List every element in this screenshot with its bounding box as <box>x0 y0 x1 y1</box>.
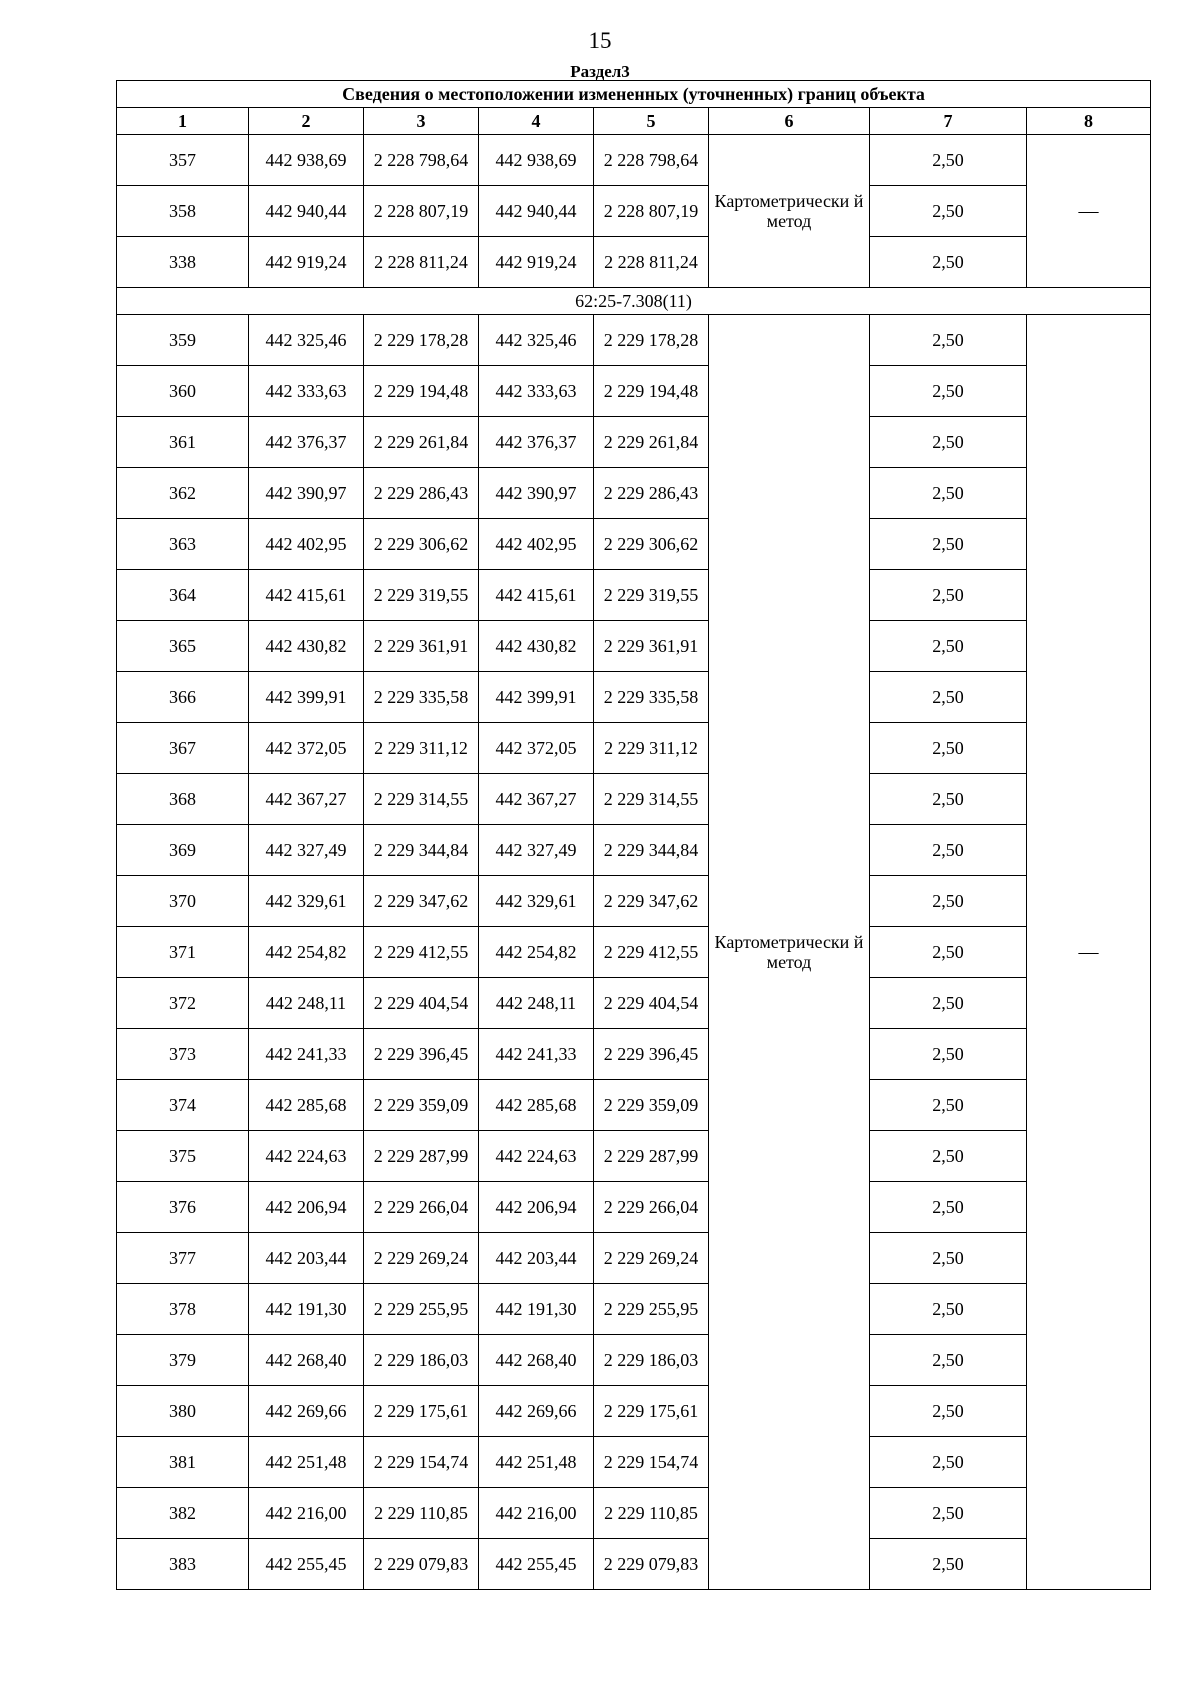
y-coordinate-new-cell: 2 229 319,55 <box>594 570 709 621</box>
x-coordinate-cell: 442 430,82 <box>249 621 364 672</box>
point-number-cell: 371 <box>117 927 249 978</box>
y-coordinate-cell: 2 229 412,55 <box>364 927 479 978</box>
x-coordinate-cell: 442 333,63 <box>249 366 364 417</box>
table-row <box>117 672 1151 723</box>
y-coordinate-new-cell: 2 228 798,64 <box>594 135 709 186</box>
method-cell: Картометрически й метод <box>709 315 870 1590</box>
point-number-cell: 364 <box>117 570 249 621</box>
x-coordinate-cell: 442 367,27 <box>249 774 364 825</box>
y-coordinate-cell: 2 229 344,84 <box>364 825 479 876</box>
y-coordinate-new-cell: 2 229 361,91 <box>594 621 709 672</box>
point-number-cell: 367 <box>117 723 249 774</box>
y-coordinate-new-cell: 2 229 261,84 <box>594 417 709 468</box>
x-coordinate-cell: 442 329,61 <box>249 876 364 927</box>
x-coordinate-new-cell: 442 325,46 <box>479 315 594 366</box>
y-coordinate-cell: 2 229 186,03 <box>364 1335 479 1386</box>
x-coordinate-new-cell: 442 402,95 <box>479 519 594 570</box>
x-coordinate-new-cell: 442 329,61 <box>479 876 594 927</box>
table-row <box>117 774 1151 825</box>
table-row <box>117 135 1151 186</box>
y-coordinate-new-cell: 2 228 811,24 <box>594 237 709 288</box>
table-row <box>117 1131 1151 1182</box>
accuracy-cell: 2,50 <box>870 186 1027 237</box>
x-coordinate-new-cell: 442 268,40 <box>479 1335 594 1386</box>
x-coordinate-new-cell: 442 248,11 <box>479 978 594 1029</box>
point-number-cell: 359 <box>117 315 249 366</box>
y-coordinate-cell: 2 229 361,91 <box>364 621 479 672</box>
y-coordinate-cell: 2 229 269,24 <box>364 1233 479 1284</box>
x-coordinate-cell: 442 372,05 <box>249 723 364 774</box>
table-row <box>117 1182 1151 1233</box>
accuracy-cell: 2,50 <box>870 876 1027 927</box>
coordinates-table <box>116 80 1151 1590</box>
y-coordinate-cell: 2 229 359,09 <box>364 1080 479 1131</box>
y-coordinate-new-cell: 2 229 175,61 <box>594 1386 709 1437</box>
point-number-cell: 379 <box>117 1335 249 1386</box>
y-coordinate-new-cell: 2 229 396,45 <box>594 1029 709 1080</box>
x-coordinate-cell: 442 206,94 <box>249 1182 364 1233</box>
point-number-cell: 368 <box>117 774 249 825</box>
page-number: 15 <box>588 28 612 53</box>
table-row <box>117 1284 1151 1335</box>
x-coordinate-cell: 442 224,63 <box>249 1131 364 1182</box>
accuracy-cell: 2,50 <box>870 1335 1027 1386</box>
table-row <box>117 237 1151 288</box>
y-coordinate-cell: 2 229 110,85 <box>364 1488 479 1539</box>
y-coordinate-new-cell: 2 228 807,19 <box>594 186 709 237</box>
x-coordinate-new-cell: 442 938,69 <box>479 135 594 186</box>
y-coordinate-cell: 2 229 154,74 <box>364 1437 479 1488</box>
table-row <box>117 519 1151 570</box>
y-coordinate-new-cell: 2 229 194,48 <box>594 366 709 417</box>
x-coordinate-new-cell: 442 940,44 <box>479 186 594 237</box>
accuracy-cell: 2,50 <box>870 723 1027 774</box>
x-coordinate-cell: 442 376,37 <box>249 417 364 468</box>
point-number-cell: 373 <box>117 1029 249 1080</box>
column-number-1: 1 <box>117 108 249 135</box>
point-number-cell: 370 <box>117 876 249 927</box>
x-coordinate-new-cell: 442 255,45 <box>479 1539 594 1590</box>
x-coordinate-cell: 442 216,00 <box>249 1488 364 1539</box>
accuracy-cell: 2,50 <box>870 774 1027 825</box>
y-coordinate-new-cell: 2 229 412,55 <box>594 927 709 978</box>
accuracy-cell: 2,50 <box>870 1539 1027 1590</box>
x-coordinate-cell: 442 203,44 <box>249 1233 364 1284</box>
x-coordinate-cell: 442 251,48 <box>249 1437 364 1488</box>
point-number-cell: 376 <box>117 1182 249 1233</box>
point-number-cell: 369 <box>117 825 249 876</box>
y-coordinate-new-cell: 2 229 347,62 <box>594 876 709 927</box>
x-coordinate-cell: 442 327,49 <box>249 825 364 876</box>
y-coordinate-cell: 2 229 194,48 <box>364 366 479 417</box>
x-coordinate-new-cell: 442 327,49 <box>479 825 594 876</box>
x-coordinate-cell: 442 415,61 <box>249 570 364 621</box>
table-row <box>117 927 1151 978</box>
accuracy-cell: 2,50 <box>870 621 1027 672</box>
accuracy-cell: 2,50 <box>870 825 1027 876</box>
table-row <box>117 417 1151 468</box>
x-coordinate-cell: 442 241,33 <box>249 1029 364 1080</box>
accuracy-cell: 2,50 <box>870 1386 1027 1437</box>
x-coordinate-cell: 442 399,91 <box>249 672 364 723</box>
y-coordinate-cell: 2 229 396,45 <box>364 1029 479 1080</box>
x-coordinate-cell: 442 268,40 <box>249 1335 364 1386</box>
y-coordinate-new-cell: 2 229 079,83 <box>594 1539 709 1590</box>
point-number-cell: 338 <box>117 237 249 288</box>
accuracy-cell: 2,50 <box>870 1233 1027 1284</box>
accuracy-cell: 2,50 <box>870 417 1027 468</box>
y-coordinate-cell: 2 229 287,99 <box>364 1131 479 1182</box>
y-coordinate-new-cell: 2 229 404,54 <box>594 978 709 1029</box>
point-number-cell: 360 <box>117 366 249 417</box>
table-row <box>117 1386 1151 1437</box>
column-number-7: 7 <box>870 108 1027 135</box>
accuracy-cell: 2,50 <box>870 1131 1027 1182</box>
column-number-5: 5 <box>594 108 709 135</box>
table-row <box>117 723 1151 774</box>
y-coordinate-cell: 2 229 347,62 <box>364 876 479 927</box>
table-row <box>117 621 1151 672</box>
x-coordinate-new-cell: 442 241,33 <box>479 1029 594 1080</box>
table-row <box>117 825 1151 876</box>
x-coordinate-cell: 442 390,97 <box>249 468 364 519</box>
x-coordinate-cell: 442 254,82 <box>249 927 364 978</box>
y-coordinate-new-cell: 2 229 269,24 <box>594 1233 709 1284</box>
x-coordinate-new-cell: 442 390,97 <box>479 468 594 519</box>
y-coordinate-new-cell: 2 229 311,12 <box>594 723 709 774</box>
table-row <box>117 1029 1151 1080</box>
x-coordinate-cell: 442 248,11 <box>249 978 364 1029</box>
column-number-8: 8 <box>1027 108 1151 135</box>
x-coordinate-new-cell: 442 919,24 <box>479 237 594 288</box>
y-coordinate-cell: 2 229 079,83 <box>364 1539 479 1590</box>
point-number-cell: 382 <box>117 1488 249 1539</box>
x-coordinate-cell: 442 191,30 <box>249 1284 364 1335</box>
y-coordinate-new-cell: 2 229 266,04 <box>594 1182 709 1233</box>
y-coordinate-new-cell: 2 229 286,43 <box>594 468 709 519</box>
column-number-3: 3 <box>364 108 479 135</box>
column-number-row <box>117 108 1151 135</box>
section-title: Раздел3 <box>570 62 630 81</box>
x-coordinate-cell: 442 940,44 <box>249 186 364 237</box>
method-cell: Картометрически й метод <box>709 135 870 288</box>
y-coordinate-new-cell: 2 229 359,09 <box>594 1080 709 1131</box>
x-coordinate-cell: 442 402,95 <box>249 519 364 570</box>
x-coordinate-new-cell: 442 430,82 <box>479 621 594 672</box>
accuracy-cell: 2,50 <box>870 1284 1027 1335</box>
y-coordinate-cell: 2 228 807,19 <box>364 186 479 237</box>
y-coordinate-cell: 2 228 811,24 <box>364 237 479 288</box>
point-number-cell: 365 <box>117 621 249 672</box>
y-coordinate-new-cell: 2 229 314,55 <box>594 774 709 825</box>
column-number-2: 2 <box>249 108 364 135</box>
y-coordinate-cell: 2 228 798,64 <box>364 135 479 186</box>
x-coordinate-new-cell: 442 206,94 <box>479 1182 594 1233</box>
accuracy-cell: 2,50 <box>870 1437 1027 1488</box>
y-coordinate-cell: 2 229 314,55 <box>364 774 479 825</box>
y-coordinate-new-cell: 2 229 335,58 <box>594 672 709 723</box>
table-row <box>117 1437 1151 1488</box>
table-row <box>117 978 1151 1029</box>
x-coordinate-new-cell: 442 415,61 <box>479 570 594 621</box>
accuracy-cell: 2,50 <box>870 135 1027 186</box>
accuracy-cell: 2,50 <box>870 1182 1027 1233</box>
table-row <box>117 366 1151 417</box>
accuracy-cell: 2,50 <box>870 978 1027 1029</box>
y-coordinate-cell: 2 229 335,58 <box>364 672 479 723</box>
accuracy-cell: 2,50 <box>870 1080 1027 1131</box>
x-coordinate-new-cell: 442 251,48 <box>479 1437 594 1488</box>
accuracy-cell: 2,50 <box>870 927 1027 978</box>
x-coordinate-new-cell: 442 191,30 <box>479 1284 594 1335</box>
y-coordinate-cell: 2 229 404,54 <box>364 978 479 1029</box>
y-coordinate-new-cell: 2 229 154,74 <box>594 1437 709 1488</box>
y-coordinate-cell: 2 229 178,28 <box>364 315 479 366</box>
y-coordinate-cell: 2 229 266,04 <box>364 1182 479 1233</box>
point-number-cell: 374 <box>117 1080 249 1131</box>
x-coordinate-cell: 442 285,68 <box>249 1080 364 1131</box>
y-coordinate-cell: 2 229 319,55 <box>364 570 479 621</box>
table-row <box>117 1080 1151 1131</box>
accuracy-cell: 2,50 <box>870 468 1027 519</box>
y-coordinate-new-cell: 2 229 306,62 <box>594 519 709 570</box>
x-coordinate-new-cell: 442 367,27 <box>479 774 594 825</box>
point-number-cell: 372 <box>117 978 249 1029</box>
accuracy-cell: 2,50 <box>870 1488 1027 1539</box>
table-row <box>117 1233 1151 1284</box>
x-coordinate-new-cell: 442 333,63 <box>479 366 594 417</box>
y-coordinate-cell: 2 229 255,95 <box>364 1284 479 1335</box>
point-number-cell: 357 <box>117 135 249 186</box>
y-coordinate-cell: 2 229 261,84 <box>364 417 479 468</box>
column-number-4: 4 <box>479 108 594 135</box>
x-coordinate-cell: 442 325,46 <box>249 315 364 366</box>
table-row <box>117 1539 1151 1590</box>
point-number-cell: 377 <box>117 1233 249 1284</box>
y-coordinate-cell: 2 229 286,43 <box>364 468 479 519</box>
table-caption: Сведения о местоположении измененных (уточненных) границ объекта <box>117 81 1151 108</box>
y-coordinate-new-cell: 2 229 255,95 <box>594 1284 709 1335</box>
table-row <box>117 876 1151 927</box>
x-coordinate-new-cell: 442 254,82 <box>479 927 594 978</box>
y-coordinate-new-cell: 2 229 344,84 <box>594 825 709 876</box>
point-number-cell: 378 <box>117 1284 249 1335</box>
x-coordinate-new-cell: 442 269,66 <box>479 1386 594 1437</box>
x-coordinate-cell: 442 269,66 <box>249 1386 364 1437</box>
point-number-cell: 375 <box>117 1131 249 1182</box>
dash-cell: — <box>1027 135 1151 288</box>
y-coordinate-cell: 2 229 311,12 <box>364 723 479 774</box>
point-number-cell: 363 <box>117 519 249 570</box>
table-row <box>117 570 1151 621</box>
accuracy-cell: 2,50 <box>870 519 1027 570</box>
accuracy-cell: 2,50 <box>870 237 1027 288</box>
dash-cell: — <box>1027 315 1151 1590</box>
accuracy-cell: 2,50 <box>870 672 1027 723</box>
point-number-cell: 362 <box>117 468 249 519</box>
table-row <box>117 468 1151 519</box>
point-number-cell: 366 <box>117 672 249 723</box>
table-row <box>117 186 1151 237</box>
point-number-cell: 380 <box>117 1386 249 1437</box>
point-number-cell: 361 <box>117 417 249 468</box>
table-row <box>117 1488 1151 1539</box>
group-label: 62:25-7.308(11) <box>117 288 1151 315</box>
column-number-6: 6 <box>709 108 870 135</box>
x-coordinate-cell: 442 938,69 <box>249 135 364 186</box>
accuracy-cell: 2,50 <box>870 366 1027 417</box>
accuracy-cell: 2,50 <box>870 1029 1027 1080</box>
x-coordinate-new-cell: 442 216,00 <box>479 1488 594 1539</box>
table-row <box>117 1335 1151 1386</box>
point-number-cell: 381 <box>117 1437 249 1488</box>
table-body <box>117 135 1151 1590</box>
x-coordinate-new-cell: 442 224,63 <box>479 1131 594 1182</box>
y-coordinate-cell: 2 229 306,62 <box>364 519 479 570</box>
y-coordinate-new-cell: 2 229 178,28 <box>594 315 709 366</box>
accuracy-cell: 2,50 <box>870 315 1027 366</box>
x-coordinate-new-cell: 442 376,37 <box>479 417 594 468</box>
x-coordinate-new-cell: 442 372,05 <box>479 723 594 774</box>
x-coordinate-new-cell: 442 203,44 <box>479 1233 594 1284</box>
group-label-row <box>117 288 1151 315</box>
accuracy-cell: 2,50 <box>870 570 1027 621</box>
x-coordinate-new-cell: 442 285,68 <box>479 1080 594 1131</box>
point-number-cell: 358 <box>117 186 249 237</box>
y-coordinate-new-cell: 2 229 110,85 <box>594 1488 709 1539</box>
table-row <box>117 315 1151 366</box>
x-coordinate-cell: 442 255,45 <box>249 1539 364 1590</box>
y-coordinate-new-cell: 2 229 186,03 <box>594 1335 709 1386</box>
y-coordinate-new-cell: 2 229 287,99 <box>594 1131 709 1182</box>
x-coordinate-new-cell: 442 399,91 <box>479 672 594 723</box>
y-coordinate-cell: 2 229 175,61 <box>364 1386 479 1437</box>
point-number-cell: 383 <box>117 1539 249 1590</box>
x-coordinate-cell: 442 919,24 <box>249 237 364 288</box>
